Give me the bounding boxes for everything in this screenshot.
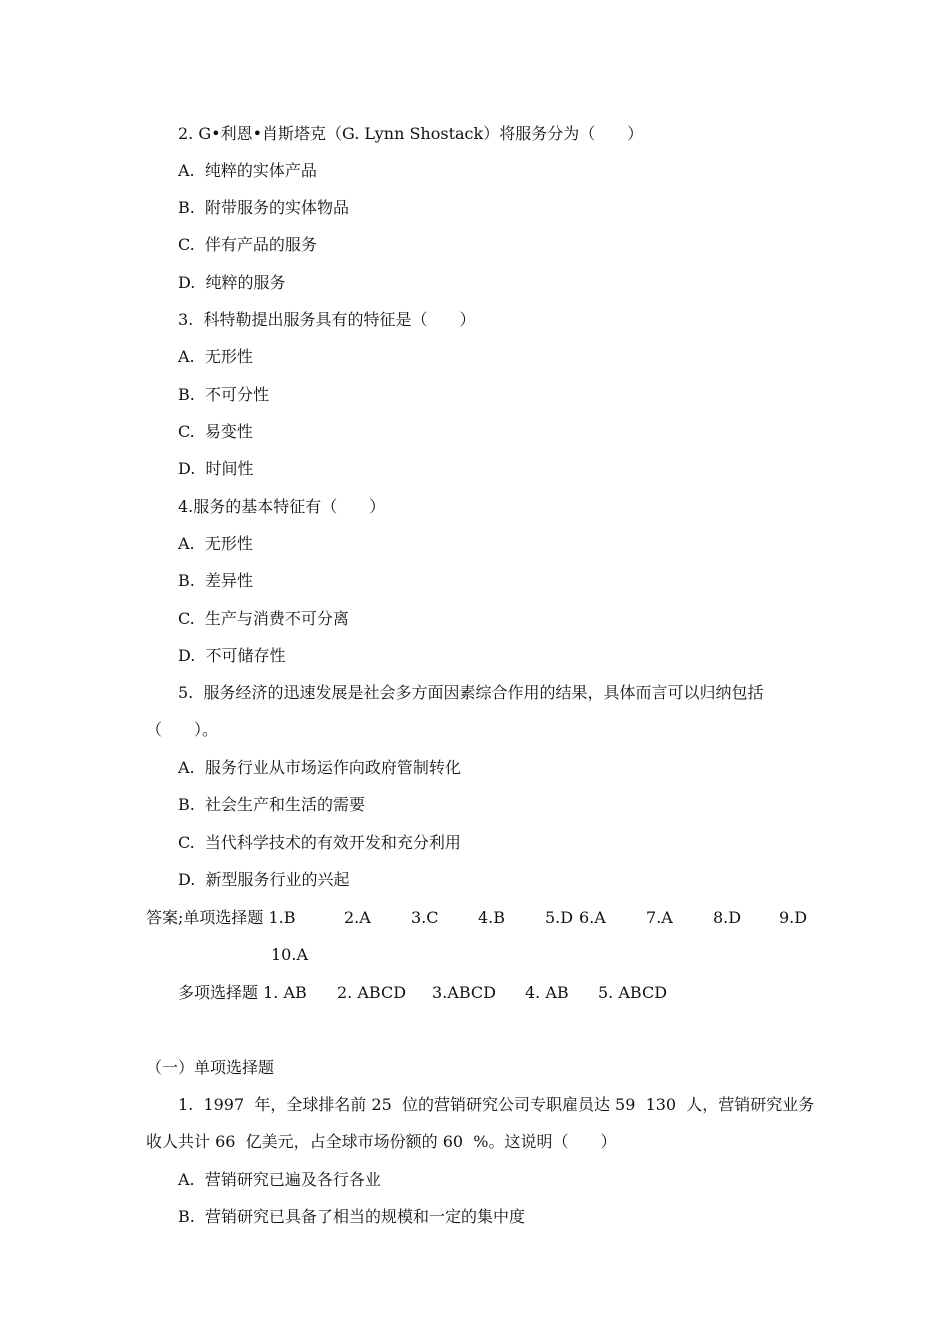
q5-option-a: A. 服务行业从市场运作向政府管制转化 (178, 758, 461, 777)
section-heading: （一）单项选择题 (146, 1058, 275, 1077)
q5-option-b: B. 社会生产和生活的需要 (178, 795, 366, 814)
answer-single-item: 5.D (545, 908, 574, 927)
section-question-1-continued: 收人共计 66 亿美元，占全球市场份额的 60 %。这说明（ ） (146, 1132, 617, 1151)
q4-option-c: C. 生产与消费不可分离 (178, 609, 349, 628)
q2-option-c: C. 伴有产品的服务 (178, 235, 317, 254)
q3-option-a: A. 无形性 (178, 347, 253, 366)
section-q1-option-b: B. 营销研究已具备了相当的规模和一定的集中度 (178, 1207, 526, 1226)
question-4: 4.服务的基本特征有（ ） (178, 497, 386, 516)
q3-option-d: D. 时间性 (178, 459, 254, 478)
answer-multi-item: 2. ABCD (337, 983, 407, 1002)
answer-multi-item: 5. ABCD (598, 983, 668, 1002)
q3-option-c: C. 易变性 (178, 422, 253, 441)
answer-single-prefix: 答案;单项选择题 1.B (146, 908, 296, 927)
question-5: 5. 服务经济的迅速发展是社会多方面因素综合作用的结果，具体而言可以归纳包括 (178, 683, 764, 702)
answer-single-item: 8.D (713, 908, 742, 927)
answer-single-item: 7.A (646, 908, 673, 927)
answer-multi-item: 3.ABCD (432, 983, 496, 1002)
q3-option-b: B. 不可分性 (178, 385, 270, 404)
q4-option-d: D. 不可储存性 (178, 646, 286, 665)
section-question-1: 1. 1997 年，全球排名前 25 位的营销研究公司专职雇员达 59 130 人，营销研究业务 (178, 1095, 815, 1114)
q4-option-b: B. 差异性 (178, 571, 254, 590)
answer-multi-item: 4. AB (525, 983, 569, 1002)
question-3: 3. 科特勒提出服务具有的特征是（ ） (178, 310, 476, 329)
question-2: 2. G•利恩•肖斯塔克（G. Lynn Shostack）将服务分为（ ） (178, 124, 644, 143)
question-5-continued: （ ）。 (146, 720, 219, 739)
section-q1-option-a: A. 营销研究已遍及各行各业 (178, 1170, 381, 1189)
q2-option-b: B. 附带服务的实体物品 (178, 198, 350, 217)
answer-single-item: 9.D (779, 908, 808, 927)
q5-option-d: D. 新型服务行业的兴起 (178, 870, 350, 889)
answer-single-item: 3.C (411, 908, 439, 927)
q2-option-d: D. 纯粹的服务 (178, 273, 286, 292)
q4-option-a: A. 无形性 (178, 534, 253, 553)
answer-single-item: 4.B (478, 908, 506, 927)
answer-single-item: 10.A (271, 945, 308, 964)
answer-single-item: 2.A (344, 908, 371, 927)
q2-option-a: A. 纯粹的实体产品 (178, 161, 317, 180)
answer-multi-prefix: 多项选择题 1. AB (178, 983, 307, 1002)
q5-option-c: C. 当代科学技术的有效开发和充分利用 (178, 833, 461, 852)
answer-single-item: 6.A (579, 908, 606, 927)
